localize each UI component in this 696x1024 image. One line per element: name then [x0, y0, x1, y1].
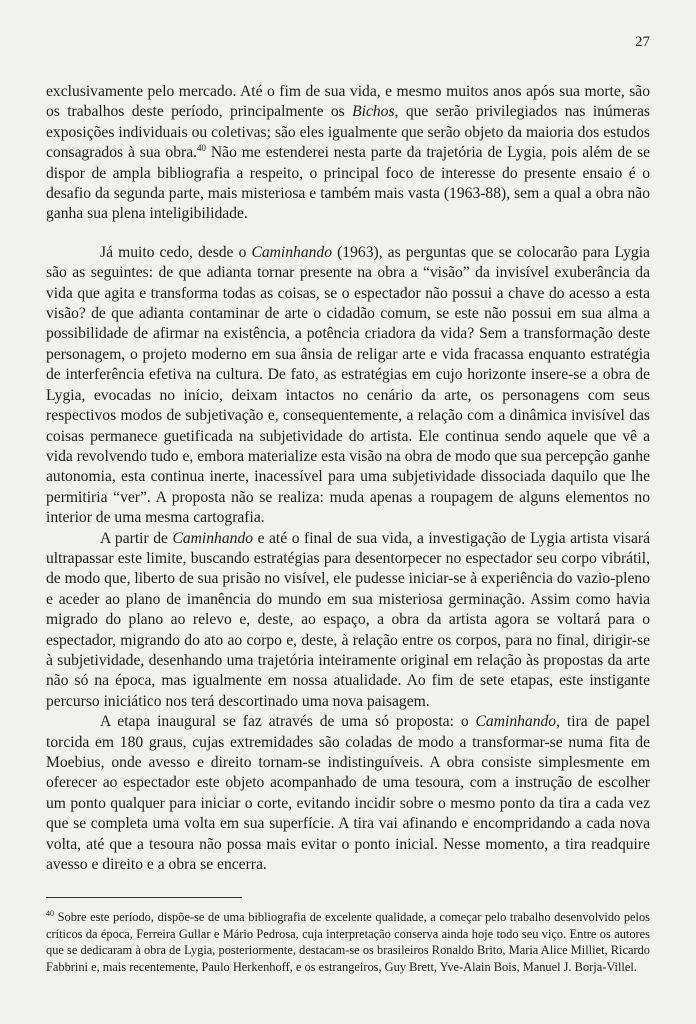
paragraph-2-italic-caminhando: Caminhando [251, 243, 333, 261]
paragraph-4-text-b: , tira de papel torcida em 180 graus, cujas extremidades são coladas de modo a transformar-se numa fita de Moebius, onde avesso e direito tornam-se indistinguíveis. A obra consiste simplesmente em oferecer ao espectador este objeto acompanhado de uma tesoura, com a instrução de escolher um ponto qualquer para iniciar o corte, evitando incidir sobre o mesmo ponto da tira a cada vez que se completa uma volta em sua superfície. A tira vai afinando e encompridando a cada nova volta, até que a tesoura não possa mais evitar o ponto inicial. Nesse momento, a tira readquire avesso e direito e a obra se encerra. [46, 713, 650, 874]
footnote [46, 909, 650, 975]
paragraph-4-italic-caminhando: Caminhando [475, 713, 557, 731]
page-number: 27 [635, 34, 650, 50]
paragraph-4 [46, 712, 650, 875]
paragraph-2-text-b: (1963), as perguntas que se colocarão para Lygia são as seguintes: de que adianta tornar presente na obra a “visão” da invisível exuberância da vida que agita e transforma todas as coisas, se o espectador não possui a chave do acesso a esta visão? de que adianta contaminar de arte o cidadão comum, se este não possui em sua alma a possibilidade de afirmar na existência, a potência criadora da vida? Sem a transformação deste personagem, o projeto moderno em sua ânsia de religar arte e vida fracassa enquanto estratégia de interferência efetiva na cultura. De fato, as estratégias em cujo horizonte insere-se a obra de Lygia, evocadas no início, deixam intactos no cenário da arte, os personagens com seus respectivos modos de subjetivação e, consequentemente, a relação com a dinâmica invisível das coisas permanece guetificada na subjetividade do artista. Ele continua sendo aquele que vê a vida revolvendo tudo e, embora materialize esta visão na obra de modo que sua percepção ganhe autonomia, esta continua inerte, inacessível para uma subjetividade dissociada daquilo que lhe permitiria “ver”. A proposta não se realiza: muda apenas a roupagem de alguns elementos no interior de uma mesma cartografia. [46, 243, 650, 527]
paragraph-3 [46, 529, 650, 713]
footnote-divider [46, 897, 242, 898]
paragraph-1-italic-bichos: Bichos [352, 103, 395, 121]
paragraph-2-text-a: Já muito cedo, desde o [100, 243, 252, 261]
paragraph-3-text-b: e até o final de sua vida, a investigação de Lygia artista visará ultrapassar este limite, buscando estratégias para desentorpecer no espectador seu corpo vibrátil, de modo que, liberto de sua prisão no visível, ele pudesse iniciar-se à experiência do vazio-pleno e aceder ao plano de imanência do mundo em sua misteriosa germinação. Assim como havia migrado do plano ao relevo e, deste, ao espaço, a obra da artista agora se voltará para o espectador, migrando do ato ao corpo e, deste, à relação entre os corpos, para no final, dirigir-se à subjetividade, desenhando uma trajetória inteiramente original em relação às propostas da arte não só na época, mas igualmente em nossa atualidade. Ao fim de sete etapas, este instigante percurso iniciático nos terá descortinado uma nova paisagem. [46, 529, 650, 710]
footnote-reference: 40 [197, 143, 207, 154]
footnote-number: 40 [46, 909, 54, 918]
paragraph-1 [46, 82, 650, 225]
paragraph-3-text-a: A partir de [100, 529, 173, 547]
paragraph-1-text-c: Não me estenderei nesta parte da trajetória de Lygia, pois além de se dispor de ampla bibliografia a respeito, o principal foco de interesse do presente ensaio é o desafio da segunda parte, mais misteriosa e também mais vasta (1963-88), sem a qual a obra não ganha sua plena inteligibilidade. [46, 144, 651, 223]
paragraph-3-italic-caminhando: Caminhando [172, 529, 254, 547]
paragraph-1-text-b: , que serão privilegiados nas inúmeras exposições individuais ou coletivas; são eles igualmente que serão objeto da maioria dos estudos consagrados à sua obra. [46, 103, 650, 162]
body-text [46, 82, 650, 875]
footnote-text: Sobre este período, dispõe-se de uma bibliografia de excelente qualidade, a começar pelo trabalho desenvolvido pelos críticos da época, Ferreira Gullar e Mário Pedrosa, cuja interpretação conserva ainda hoje todo seu viço. Entre os autores que se dedicaram à obra de Lygia, posteriormente, destacam-se os brasileiros Ronaldo Brito, Maria Alice Milliet, Ricardo Fabbrini e, mais recentemente, Paulo Herkenhoff, e os estrangeiros, Guy Brett, Yve-Alain Bois, Manuel J. Borja-Villel. [46, 910, 650, 974]
paragraph-2 [46, 243, 650, 529]
paragraph-4-text-a: A etapa inaugural se faz através de uma só proposta: o [100, 713, 476, 731]
paragraph-1-text-a: exclusivamente pelo mercado. Até o fim de sua vida, e mesmo muitos anos após sua morte, são os trabalhos deste período, principalmente os [46, 83, 650, 121]
